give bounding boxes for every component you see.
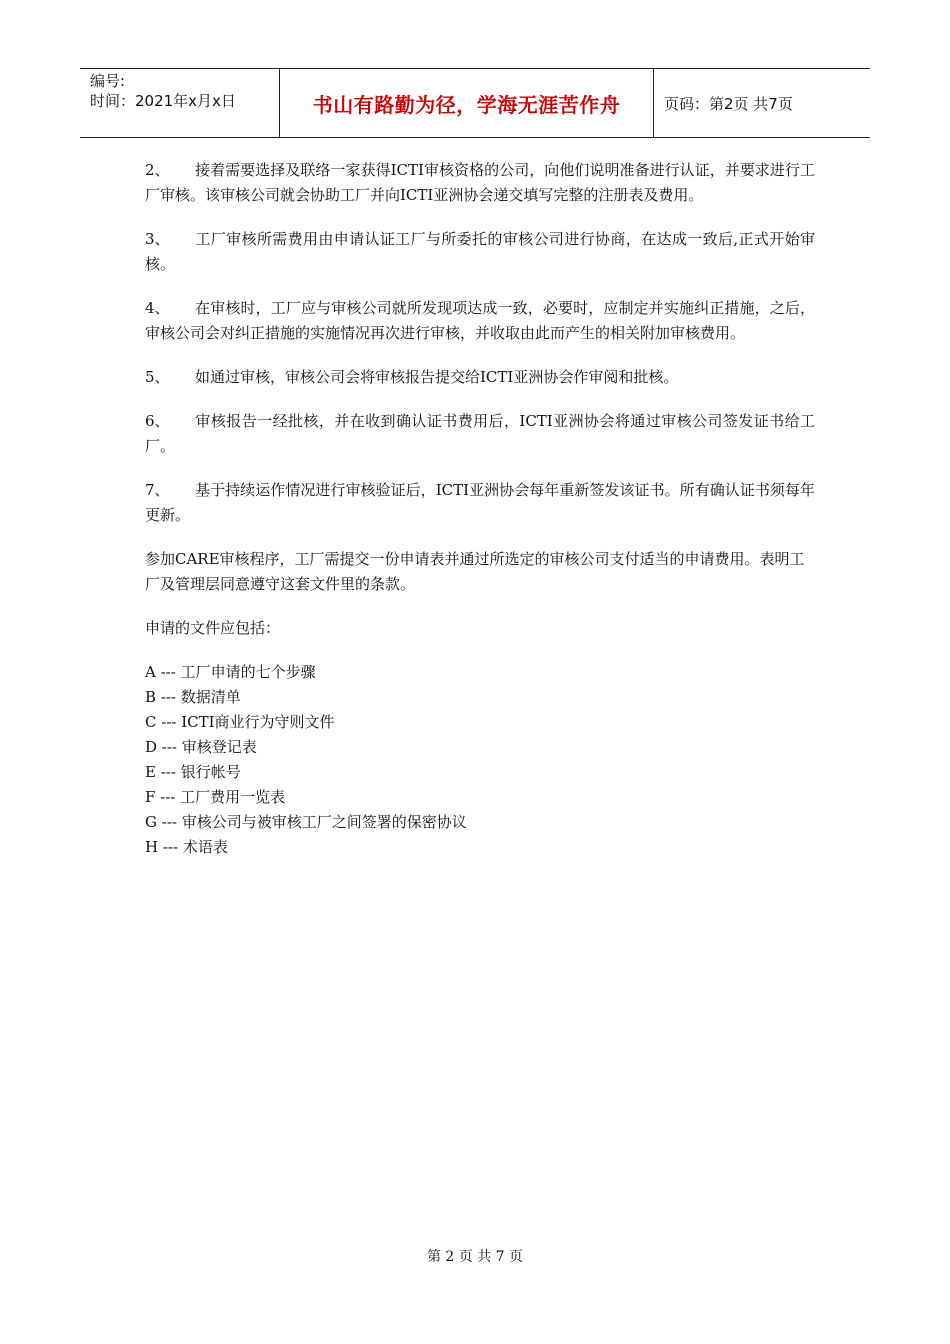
step-number: 6、 xyxy=(145,412,170,430)
list-item: A --- 工厂申请的七个步骤 xyxy=(145,663,316,681)
list-item: E --- 银行帐号 xyxy=(145,763,241,781)
doc-number-label: 编号: xyxy=(90,72,126,90)
documents-list xyxy=(145,660,815,860)
step-item xyxy=(145,365,815,390)
header-page-info: 页码：第2页 共7页 xyxy=(664,94,793,113)
step-text: 审核报告一经批核，并在收到确认证书费用后，ICTI亚洲协会将通过审核公司签发证书给工厂。 xyxy=(145,412,815,455)
step-item xyxy=(145,158,815,208)
step-item xyxy=(145,296,815,346)
header-meta xyxy=(80,69,280,137)
list-item: D --- 审核登记表 xyxy=(145,738,257,756)
document-body xyxy=(145,158,815,860)
step-item xyxy=(145,227,815,277)
date-label: 时间：2021年x月x日 xyxy=(90,92,236,110)
step-text: 在审核时，工厂应与审核公司就所发现项达成一致，必要时，应制定并实施纠正措施，之后，审核公司会对纠正措施的实施情况再次进行审核，并收取由此而产生的相关附加审核费用。 xyxy=(145,299,815,342)
list-item: C --- ICTI商业行为守则文件 xyxy=(145,713,335,731)
step-number: 3、 xyxy=(145,230,170,248)
step-number: 5、 xyxy=(145,368,170,386)
page-footer: 第 2 页 共 7 页 xyxy=(426,1249,524,1265)
list-item: G --- 审核公司与被审核工厂之间签署的保密协议 xyxy=(145,813,467,831)
list-item: H --- 术语表 xyxy=(145,838,228,856)
list-item: F --- 工厂费用一览表 xyxy=(145,788,286,806)
step-item xyxy=(145,478,815,528)
step-item xyxy=(145,409,815,459)
step-text: 工厂审核所需费用由申请认证工厂与所委托的审核公司进行协商，在达成一致后,正式开始审核。 xyxy=(145,230,815,273)
step-text: 基于持续运作情况进行审核验证后，ICTI亚洲协会每年重新签发该证书。所有确认证书须每年更新。 xyxy=(145,481,815,524)
step-text: 接着需要选择及联络一家获得ICTI审核资格的公司，向他们说明准备进行认证，并要求进行工厂审核。该审核公司就会协助工厂并向ICTI亚洲协会递交填写完整的注册表及费用。 xyxy=(145,161,815,204)
list-item: B --- 数据清单 xyxy=(145,688,241,706)
step-number: 4、 xyxy=(145,299,170,317)
care-paragraph: 参加CARE审核程序，工厂需提交一份申请表并通过所选定的审核公司支付适当的申请费用。表明工厂及管理层同意遵守这套文件里的条款。 xyxy=(145,550,805,593)
step-number: 7、 xyxy=(145,481,170,499)
step-number: 2、 xyxy=(145,161,170,179)
documents-intro: 申请的文件应包括： xyxy=(145,619,281,637)
header-slogan: 书山有路勤为径，学海无涯苦作舟 xyxy=(280,69,654,137)
page-header xyxy=(80,68,870,138)
step-text: 如通过审核，审核公司会将审核报告提交给ICTI亚洲协会作审阅和批核。 xyxy=(195,368,679,386)
